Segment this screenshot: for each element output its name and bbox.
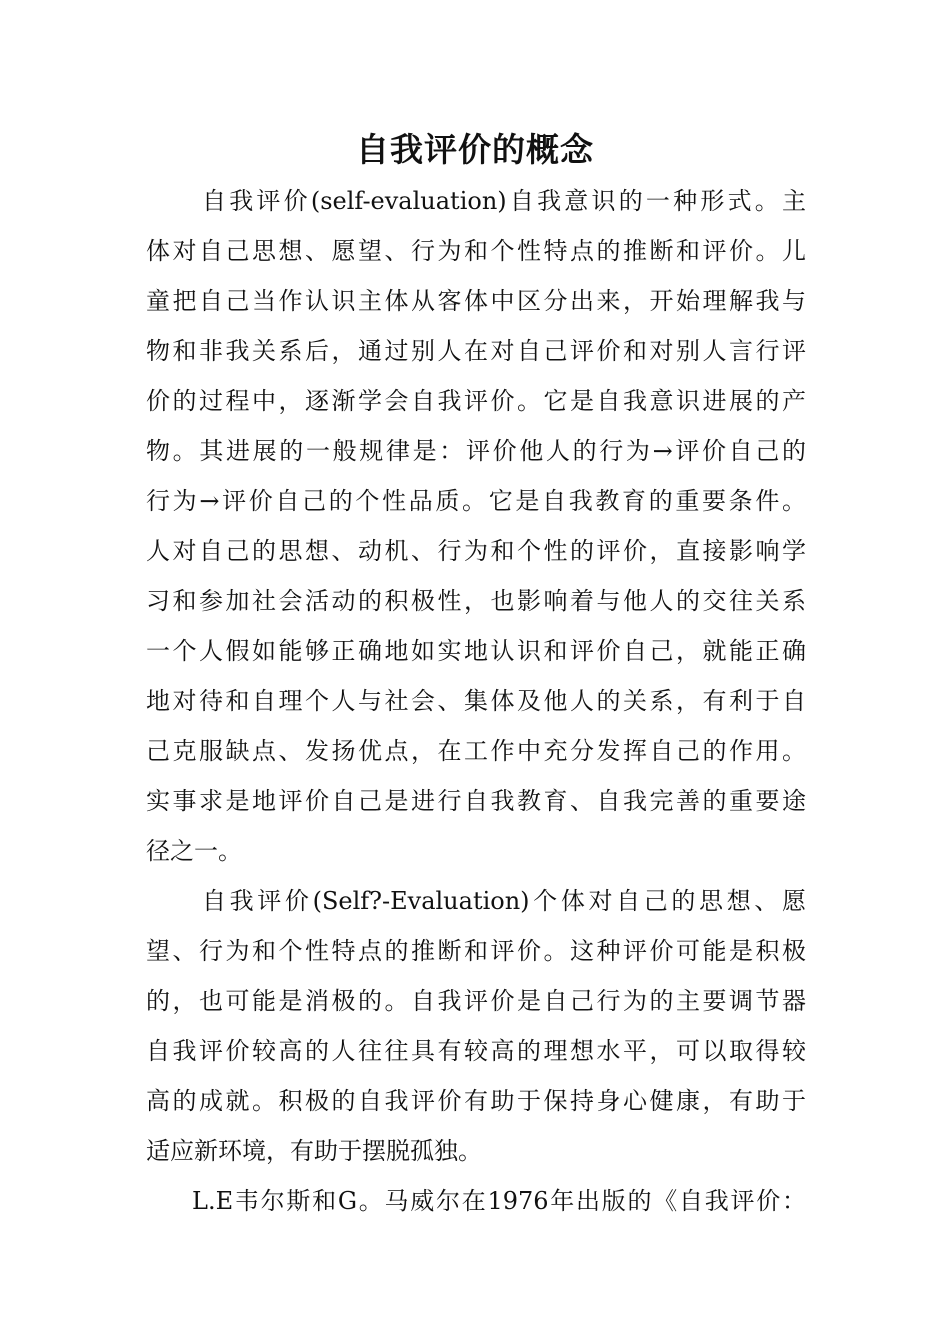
text-line: 价的过程中，逐渐学会自我评价。它是自我意识进展的产 — [146, 387, 806, 415]
text-line: 高的成就。积极的自我评价有助于保持身心健康，有助于 — [146, 1087, 806, 1115]
document-body — [146, 176, 806, 1226]
text-line: 径之一。 — [146, 837, 242, 865]
text-line: 己克服缺点、发扬优点，在工作中充分发挥自己的作用。 — [146, 737, 806, 765]
text-line: 自我评价(Self?-Evaluation)个体对自己的思想、愿 — [202, 887, 806, 915]
text-line: 的，也可能是消极的。自我评价是自己行为的主要调节器 — [146, 987, 806, 1015]
text-line: 一个人假如能够正确地如实地认识和评价自己，就能正确 — [146, 637, 806, 665]
text-line: L.E韦尔斯和G。马威尔在1976年出版的《自我评价： — [192, 1187, 806, 1215]
text-line: 适应新环境，有助于摆脱孤独。 — [146, 1137, 482, 1165]
text-line: 望、行为和个性特点的推断和评价。这种评价可能是积极 — [146, 937, 806, 965]
text-line: 自我评价较高的人往往具有较高的理想水平，可以取得较 — [146, 1037, 806, 1065]
text-line: 物。其进展的一般规律是：评价他人的行为→评价自己的 — [146, 437, 806, 465]
text-line: 童把自己当作认识主体从客体中区分出来，开始理解我与 — [146, 287, 806, 315]
text-line: 人对自己的思想、动机、行为和个性的评价，直接影响学 — [146, 537, 806, 565]
text-line: 自我评价(self-evaluation)自我意识的一种形式。主 — [202, 187, 806, 215]
text-line: 习和参加社会活动的积极性，也影响着与他人的交往关系 — [146, 587, 806, 615]
text-line: 体对自己思想、愿望、行为和个性特点的推断和评价。儿 — [146, 237, 806, 265]
page-title: 自我评价的概念 — [356, 130, 594, 169]
text-line: 地对待和自理个人与社会、集体及他人的关系，有利于自 — [146, 687, 806, 715]
text-line: 物和非我关系后，通过别人在对自己评价和对别人言行评 — [146, 337, 806, 365]
text-line: 行为→评价自己的个性品质。它是自我教育的重要条件。 — [146, 487, 806, 515]
text-line: 实事求是地评价自己是进行自我教育、自我完善的重要途 — [146, 787, 806, 815]
